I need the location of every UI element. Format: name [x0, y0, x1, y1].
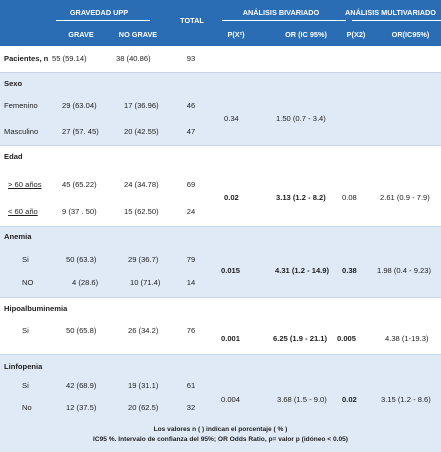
- header-analisis-multivariado: ANÁLISIS MULTIVARIADO: [345, 8, 436, 17]
- cell-edad-or-bivariado: 3.13 (1.2 - 8.2): [276, 193, 326, 202]
- cell-linfopenia-or-bivariado: 3.68 (1.5 - 9.0): [277, 395, 327, 404]
- cell-mayor-60-no-grave: 24 (34.78): [124, 180, 159, 189]
- cell-hipoalbuminemia-si-grave: 50 (65.8): [66, 326, 97, 335]
- section-title-sexo: Sexo: [4, 79, 23, 88]
- cell-edad-p-multivariado: 0.08: [342, 193, 357, 202]
- cell-linfopenia-no-no-grave: 20 (62.5): [128, 403, 159, 412]
- cell-linfopenia-p-multivariado: 0.02: [342, 395, 357, 404]
- cell-anemia-no-grave: 4 (28.6): [72, 278, 99, 287]
- cell-hipoalbuminemia-si-no-grave: 26 (34.2): [128, 326, 159, 335]
- cell-linfopenia-si-no-grave: 19 (31.1): [128, 381, 159, 390]
- cell-anemia-or-multivariado: 1.98 (0.4 - 9.23): [377, 266, 432, 275]
- footnote: [0, 418, 441, 452]
- header-p-x2-bivariado: P(X²): [227, 30, 245, 39]
- header-p-x2-multivariado: P(X2): [346, 30, 366, 39]
- header-grave: GRAVE: [68, 30, 94, 39]
- section-title-edad: Edad: [4, 152, 23, 161]
- cell-linfopenia-or-multivariado: 3.15 (1.2 - 8.6): [381, 395, 431, 404]
- cell-menor-60-no-grave: 15 (62.50): [124, 207, 159, 216]
- section-title-hipoalbuminemia: Hipoalbuminemia: [4, 304, 68, 313]
- header-background: [0, 0, 441, 46]
- cell-linfopenia-no-grave: 12 (37.5): [66, 403, 97, 412]
- cell-hipoalbuminemia-or-bivariado: 6.25 (1.9 - 21.1): [273, 334, 328, 343]
- cell-masculino-grave: 27 (57. 45): [62, 127, 99, 136]
- row-label-linfopenia-no: No: [22, 403, 32, 412]
- cell-anemia-no-no-grave: 10 (71.4): [130, 278, 161, 287]
- cell-femenino-no-grave: 17 (36.96): [124, 101, 159, 110]
- section-title-linfopenia: Linfopenia: [4, 362, 43, 371]
- cell-sexo-or-bivariado: 1.50 (0.7 - 3.4): [276, 114, 326, 123]
- header-underline-multivariado: [352, 20, 441, 21]
- header-or-multivariado: OR(IC95%): [391, 30, 430, 39]
- cell-pacientes-grave: 55 (59.14): [52, 54, 87, 63]
- cell-hipoalbuminemia-p-bivariado: 0.001: [221, 334, 241, 343]
- header-underline-bivariado: [222, 20, 346, 21]
- header-gravedad-upp: GRAVEDAD UPP: [69, 8, 129, 17]
- cell-linfopenia-si-total: 61: [186, 381, 196, 390]
- header-underline-gravedad: [56, 20, 150, 21]
- row-label-anemia-no: NO: [22, 278, 34, 287]
- cell-anemia-or-bivariado: 4.31 (1.2 - 14.9): [275, 266, 330, 275]
- row-label-masculino: Masculino: [4, 127, 39, 136]
- header-total: TOTAL: [180, 16, 204, 25]
- row-label-menor-60: < 60 año: [8, 207, 38, 216]
- cell-anemia-si-total: 79: [186, 255, 196, 264]
- row-label-anemia-si: Si: [22, 255, 29, 264]
- row-label-hipoalbuminemia-si: Si: [22, 326, 29, 335]
- cell-menor-60-grave: 9 (37 . 50): [62, 207, 97, 216]
- table-header: [0, 0, 441, 46]
- cell-hipoalbuminemia-p-multivariado: 0.005: [337, 334, 357, 343]
- cell-masculino-total: 47: [186, 127, 196, 136]
- cell-anemia-no-total: 14: [186, 278, 196, 287]
- footnote-line-2: IC95 %. Intervalo de confianza del 95%; OR Odds Ratio, p= valor p (idóneo < 0.05): [92, 436, 349, 443]
- cell-hipoalbuminemia-si-total: 76: [186, 326, 196, 335]
- row-label-linfopenia-si: Si: [22, 381, 29, 390]
- cell-femenino-total: 46: [186, 101, 196, 110]
- cell-masculino-no-grave: 20 (42.55): [124, 127, 159, 136]
- cell-menor-60-total: 24: [186, 207, 196, 216]
- cell-pacientes-total: 93: [186, 54, 196, 63]
- cell-anemia-si-no-grave: 29 (36.7): [128, 255, 159, 264]
- cell-anemia-p-multivariado: 0.38: [342, 266, 357, 275]
- row-label-mayor-60: > 60 años: [8, 180, 42, 189]
- cell-hipoalbuminemia-or-multivariado: 4.38 (1-19.3): [385, 334, 429, 343]
- header-no-grave: NO GRAVE: [118, 30, 158, 39]
- cell-pacientes-no-grave: 38 (40.86): [116, 54, 151, 63]
- footnote-line-1: Los valores n ( ) indican el porcentaje ( % ): [153, 426, 288, 433]
- cell-linfopenia-no-total: 32: [186, 403, 196, 412]
- cell-edad-p-bivariado: 0.02: [224, 193, 239, 202]
- section-title-anemia: Anemia: [4, 232, 32, 241]
- row-label-femenino: Femenino: [4, 101, 38, 110]
- cell-sexo-p-bivariado: 0.34: [224, 114, 239, 123]
- cell-anemia-p-bivariado: 0.015: [221, 266, 241, 275]
- cell-linfopenia-p-bivariado: 0.004: [221, 395, 241, 404]
- row-label-pacientes: Pacientes, n: [4, 54, 49, 63]
- cell-edad-or-multivariado: 2.61 (0.9 - 7.9): [380, 193, 430, 202]
- cell-linfopenia-si-grave: 42 (68.9): [66, 381, 97, 390]
- cell-mayor-60-grave: 45 (65.22): [62, 180, 97, 189]
- cell-femenino-grave: 29 (63.04): [62, 101, 97, 110]
- cell-anemia-si-grave: 50 (63.3): [66, 255, 97, 264]
- header-analisis-bivariado: ANÁLISIS BIVARIADO: [242, 8, 320, 17]
- header-or-bivariado: OR (IC 95%): [285, 30, 327, 39]
- cell-mayor-60-total: 69: [186, 180, 196, 189]
